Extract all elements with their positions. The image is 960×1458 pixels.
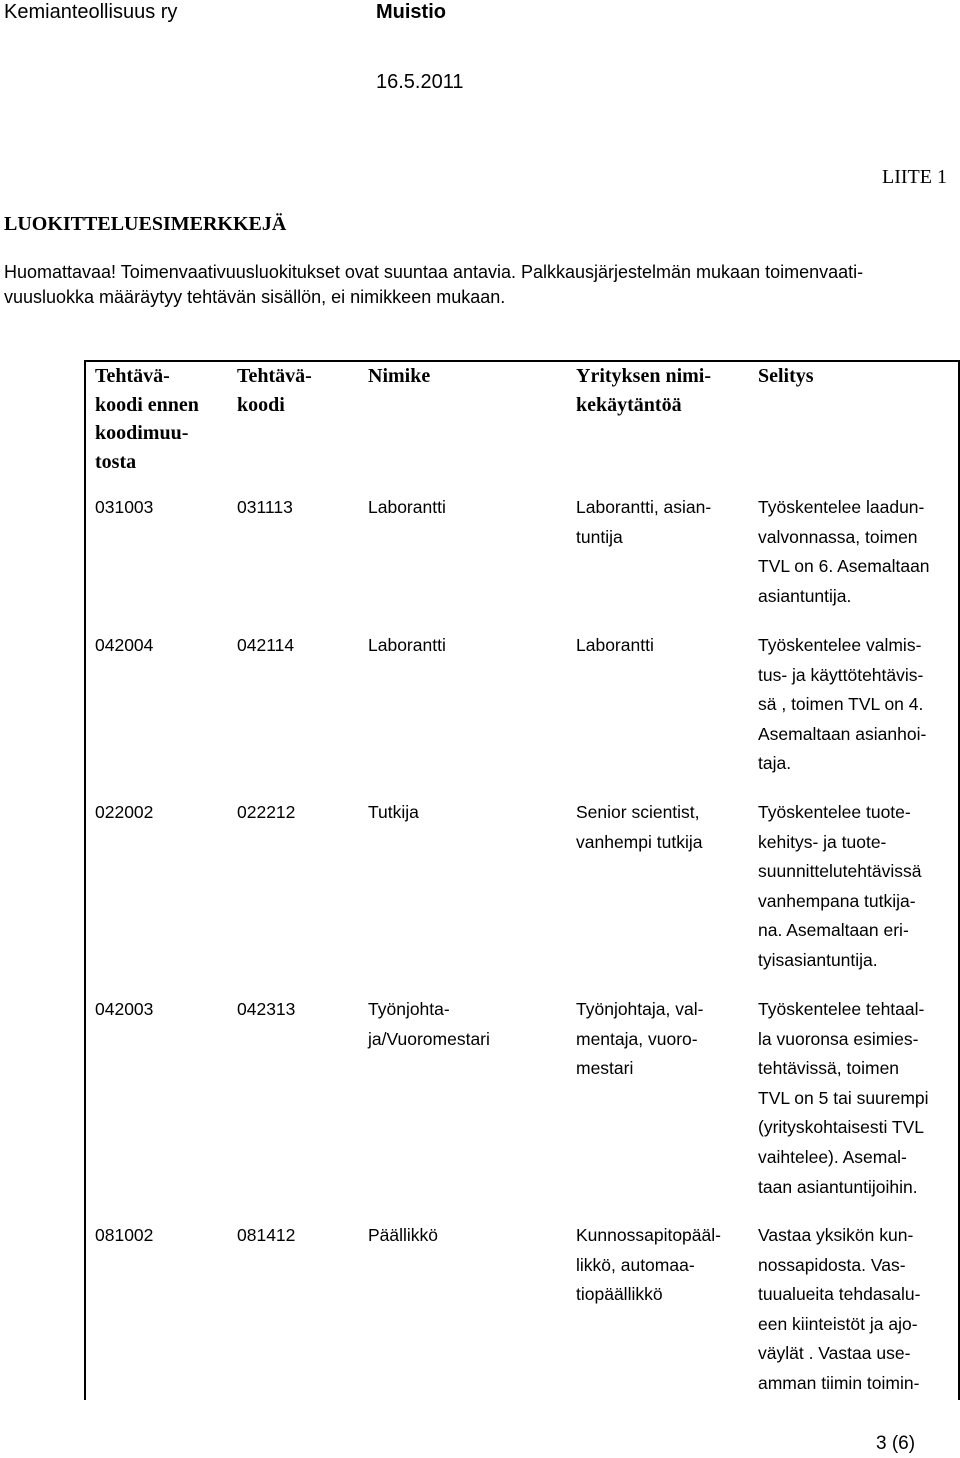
cell-old-code: 031003 xyxy=(95,497,154,517)
cell-old-code: 022002 xyxy=(95,802,154,822)
cell-code: 081412 xyxy=(237,1225,296,1245)
cell-old-code: 042004 xyxy=(95,635,154,655)
section-heading: LUOKITTELUESIMERKKEJÄ xyxy=(4,213,287,235)
cell-title: Päällikkö xyxy=(368,1225,439,1245)
cell-company-title: Senior scientist, vanhempi tutkija xyxy=(576,802,703,852)
cell-company-title: Kunnossapitopääl- likkö, automaa- tiopäällikkö xyxy=(576,1225,721,1305)
cell-code: 042313 xyxy=(237,999,296,1019)
document-type: Muistio xyxy=(376,1,446,23)
header-company-title: Yrityksen nimi- kekäytäntöä xyxy=(576,365,711,416)
cell-company-title: Laborantti, asian- tuntija xyxy=(576,497,712,547)
appendix-label: LIITE 1 xyxy=(882,166,947,188)
cell-old-code: 042003 xyxy=(95,999,154,1019)
cell-title: Laborantti xyxy=(368,497,446,517)
note-line-1: Huomattavaa! Toimenvaativuusluokitukset ovat suuntaa antavia. Palkkausjärjestelmän mukaan toimenvaati- xyxy=(4,262,864,282)
header-description: Selitys xyxy=(758,365,814,387)
cell-description: Työskentelee tehtaal- la vuoronsa esimies- tehtävissä, toimen TVL on 5 tai suurempi (yrityskohtaisesti TVL vaihtelee). Asemal- taan asiantuntijoihin. xyxy=(758,999,929,1197)
cell-code: 031113 xyxy=(237,497,293,517)
organization-name: Kemianteollisuus ry xyxy=(4,1,178,23)
table-top-border xyxy=(84,360,960,362)
classification-table xyxy=(84,360,960,1400)
cell-company-title: Työnjohtaja, val- mentaja, vuoro- mestari xyxy=(576,999,704,1079)
cell-old-code: 081002 xyxy=(95,1225,154,1245)
document-date: 16.5.2011 xyxy=(376,71,464,93)
cell-title: Työnjohta- ja/Vuoromestari xyxy=(368,999,490,1049)
header-code: Tehtävä- koodi xyxy=(237,365,312,416)
cell-code: 022212 xyxy=(237,802,296,822)
cell-title: Tutkija xyxy=(368,802,419,822)
table-left-border xyxy=(84,360,86,1400)
header-title: Nimike xyxy=(368,365,431,387)
cell-description: Työskentelee tuote- kehitys- ja tuote- suunnittelutehtävissä vanhempana tutkija- na. Asemaltaan eri- tyisasiantuntija. xyxy=(758,802,922,970)
page-number: 3 (6) xyxy=(876,1433,916,1454)
cell-description: Työskentelee laadun- valvonnassa, toimen TVL on 6. Asemaltaan asiantuntija. xyxy=(758,497,930,606)
cell-title: Laborantti xyxy=(368,635,446,655)
header-old-code: Tehtävä- koodi ennen koodimuu- tosta xyxy=(95,365,199,474)
cell-description: Työskentelee valmis- tus- ja käyttötehtävis- sä , toimen TVL on 4. Asemaltaan asianhoi- taja. xyxy=(758,635,927,774)
cell-description: Vastaa yksikön kun- nossapidosta. Vas- tuualueita tehdasalu- een kiinteistöt ja ajo- väylät . Vastaa use- amman tiimin toimin- xyxy=(758,1225,921,1393)
note-line-2: vuusluokka määräytyy tehtävän sisällön, ei nimikkeen mukaan. xyxy=(4,287,506,307)
cell-company-title: Laborantti xyxy=(576,635,654,655)
cell-code: 042114 xyxy=(237,635,295,655)
